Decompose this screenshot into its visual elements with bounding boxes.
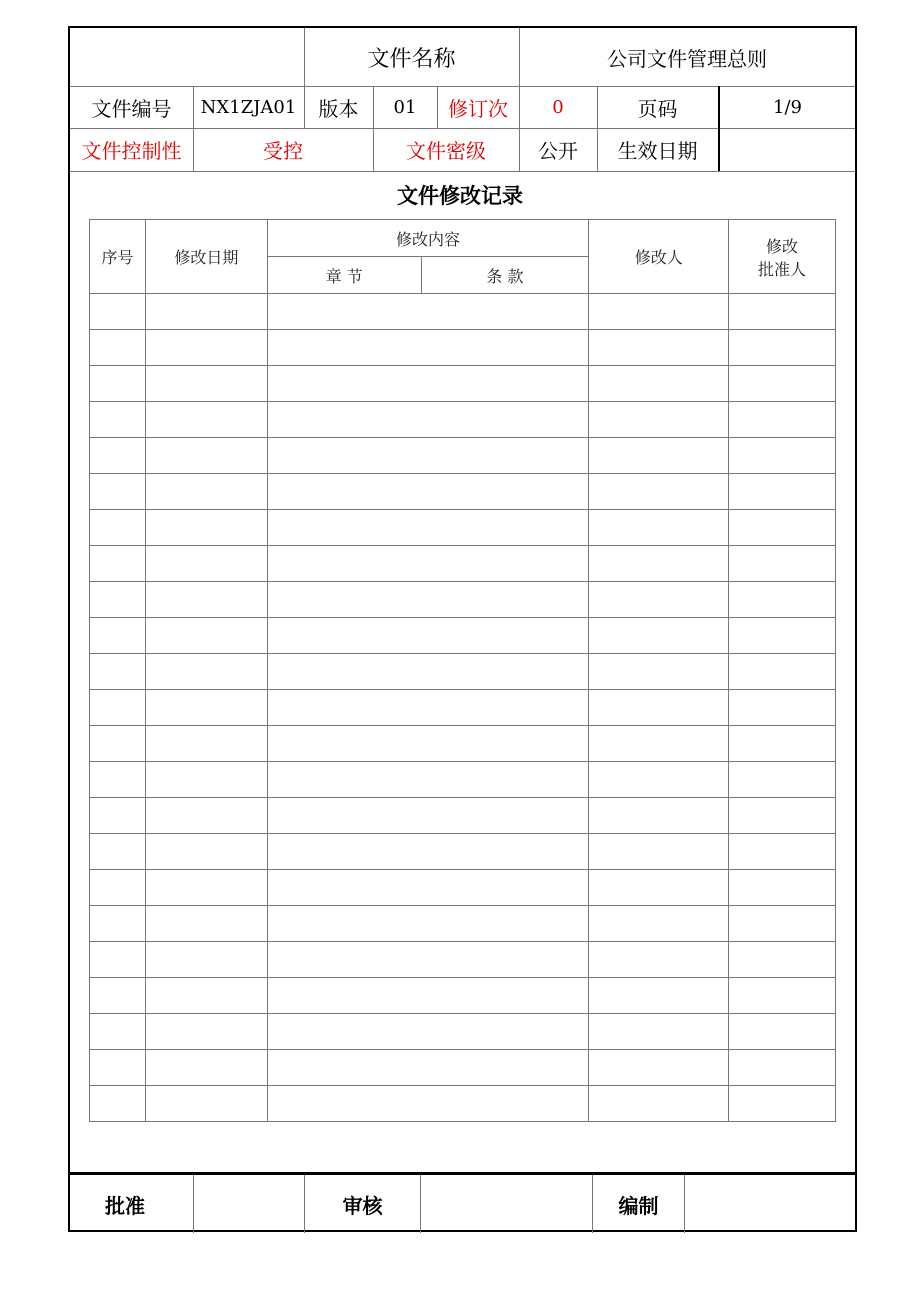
divider xyxy=(70,171,855,172)
cell-seq[interactable] xyxy=(90,1014,146,1050)
cell-chapter[interactable] xyxy=(267,798,589,834)
table-row xyxy=(90,978,836,1014)
table-row xyxy=(90,1050,836,1086)
version-label: 版本 xyxy=(318,96,359,121)
table-row xyxy=(90,546,836,582)
cell-seq[interactable] xyxy=(90,834,146,870)
table-row xyxy=(90,1086,836,1122)
cell-approver[interactable] xyxy=(729,654,836,690)
table-row xyxy=(90,654,836,690)
cell-chapter[interactable] xyxy=(267,654,589,690)
cell-modifier[interactable] xyxy=(589,510,729,546)
doc-no-value: NX1ZJA01 xyxy=(200,96,297,118)
doc-name-value: 公司文件管理总则 xyxy=(607,46,767,71)
cell-date[interactable] xyxy=(145,402,267,438)
cell-approver[interactable] xyxy=(729,1086,836,1122)
cell-seq[interactable] xyxy=(90,402,146,438)
cell-modifier[interactable] xyxy=(589,798,729,834)
cell-modifier[interactable] xyxy=(589,1086,729,1122)
table-row xyxy=(90,330,836,366)
cell-date[interactable] xyxy=(145,438,267,474)
cell-date[interactable] xyxy=(145,294,267,330)
cell-approver[interactable] xyxy=(729,1014,836,1050)
cell-seq[interactable] xyxy=(90,294,146,330)
cell-date[interactable] xyxy=(145,690,267,726)
cell-chapter[interactable] xyxy=(267,762,589,798)
cell-date[interactable] xyxy=(145,870,267,906)
cell-approver[interactable] xyxy=(729,546,836,582)
table-row xyxy=(90,438,836,474)
cell-approver[interactable] xyxy=(729,474,836,510)
table-row xyxy=(90,726,836,762)
cell-approver[interactable] xyxy=(729,798,836,834)
table-row xyxy=(90,762,836,798)
cell-modifier[interactable] xyxy=(589,1050,729,1086)
cell-seq[interactable] xyxy=(90,726,146,762)
cell-modifier[interactable] xyxy=(589,618,729,654)
table-row xyxy=(90,870,836,906)
effective-date-value[interactable] xyxy=(720,128,855,171)
cell-chapter[interactable] xyxy=(267,582,589,618)
cell-approver[interactable] xyxy=(729,726,836,762)
cell-seq[interactable] xyxy=(90,978,146,1014)
compile-label: 编制 xyxy=(618,1193,659,1218)
cell-chapter[interactable] xyxy=(267,726,589,762)
cell-seq[interactable] xyxy=(90,870,146,906)
table-row xyxy=(90,618,836,654)
cell-approver[interactable] xyxy=(729,438,836,474)
cell-chapter[interactable] xyxy=(267,906,589,942)
cell-chapter[interactable] xyxy=(267,1014,589,1050)
page-value: 1/9 xyxy=(773,96,802,118)
col-date: 修改日期 xyxy=(145,220,267,294)
table-row xyxy=(90,798,836,834)
cell-modifier[interactable] xyxy=(589,366,729,402)
table-row xyxy=(90,1014,836,1050)
cell-approver[interactable] xyxy=(729,870,836,906)
cell-date[interactable] xyxy=(145,654,267,690)
cell-approver[interactable] xyxy=(729,618,836,654)
table-row xyxy=(90,906,836,942)
col-approver-line2: 批准人 xyxy=(758,259,807,279)
cell-seq[interactable] xyxy=(90,798,146,834)
cell-modifier[interactable] xyxy=(589,906,729,942)
table-row xyxy=(90,582,836,618)
cell-date[interactable] xyxy=(145,1050,267,1086)
cell-chapter[interactable] xyxy=(267,834,589,870)
cell-modifier[interactable] xyxy=(589,762,729,798)
cell-chapter[interactable] xyxy=(267,1086,589,1122)
col-chapter: 章 节 xyxy=(267,257,421,294)
cell-modifier[interactable] xyxy=(589,294,729,330)
cell-date[interactable] xyxy=(145,978,267,1014)
approve-label: 批准 xyxy=(105,1193,145,1218)
doc-no-label: 文件编号 xyxy=(91,96,172,121)
cell-chapter[interactable] xyxy=(267,474,589,510)
cell-modifier[interactable] xyxy=(589,1014,729,1050)
cell-chapter[interactable] xyxy=(267,618,589,654)
secrecy-label: 文件密级 xyxy=(406,139,486,163)
cell-modifier[interactable] xyxy=(589,402,729,438)
cell-seq[interactable] xyxy=(90,438,146,474)
cell-date[interactable] xyxy=(145,798,267,834)
cell-modifier[interactable] xyxy=(589,942,729,978)
table-row xyxy=(90,294,836,330)
table-row xyxy=(90,366,836,402)
version-value: 01 xyxy=(393,96,417,118)
compile-field[interactable] xyxy=(685,1175,855,1233)
review-label: 审核 xyxy=(342,1193,383,1218)
review-field[interactable] xyxy=(421,1175,592,1233)
cell-date[interactable] xyxy=(145,906,267,942)
cell-date[interactable] xyxy=(145,330,267,366)
control-value: 受控 xyxy=(263,139,303,163)
cell-approver[interactable] xyxy=(729,942,836,978)
col-seq: 序号 xyxy=(90,220,146,294)
revision-label: 修订次 xyxy=(448,96,508,121)
record-title: 文件修改记录 xyxy=(397,184,523,208)
cell-date[interactable] xyxy=(145,474,267,510)
signature-footer xyxy=(70,1172,855,1233)
table-row xyxy=(90,942,836,978)
col-approver xyxy=(729,220,836,294)
control-label: 文件控制性 xyxy=(81,139,182,163)
cell-seq[interactable] xyxy=(90,762,146,798)
cell-date[interactable] xyxy=(145,618,267,654)
cell-chapter[interactable] xyxy=(267,510,589,546)
cell-approver[interactable] xyxy=(729,510,836,546)
cell-modifier[interactable] xyxy=(589,474,729,510)
cell-approver[interactable] xyxy=(729,330,836,366)
revision-record-table xyxy=(89,219,836,1122)
cell-approver[interactable] xyxy=(729,834,836,870)
cell-seq[interactable] xyxy=(90,1050,146,1086)
cell-chapter[interactable] xyxy=(267,366,589,402)
cell-seq[interactable] xyxy=(90,510,146,546)
col-content: 修改内容 xyxy=(267,220,589,257)
effective-date-label: 生效日期 xyxy=(617,139,698,163)
cell-chapter[interactable] xyxy=(267,294,589,330)
cell-chapter[interactable] xyxy=(267,402,589,438)
cell-seq[interactable] xyxy=(90,618,146,654)
cell-chapter[interactable] xyxy=(267,690,589,726)
cell-date[interactable] xyxy=(145,834,267,870)
cell-approver[interactable] xyxy=(729,978,836,1014)
cell-modifier[interactable] xyxy=(589,978,729,1014)
cell-modifier[interactable] xyxy=(589,834,729,870)
approve-field[interactable] xyxy=(194,1175,304,1233)
cell-approver[interactable] xyxy=(729,762,836,798)
cell-chapter[interactable] xyxy=(267,438,589,474)
cell-approver[interactable] xyxy=(729,366,836,402)
cell-modifier[interactable] xyxy=(589,870,729,906)
cell-modifier[interactable] xyxy=(589,582,729,618)
cell-seq[interactable] xyxy=(90,366,146,402)
cell-date[interactable] xyxy=(145,546,267,582)
col-clause: 条 款 xyxy=(421,257,589,294)
cell-seq[interactable] xyxy=(90,942,146,978)
table-row xyxy=(90,834,836,870)
cell-approver[interactable] xyxy=(729,690,836,726)
cell-modifier[interactable] xyxy=(589,330,729,366)
col-approver-line1: 修改 xyxy=(766,236,799,256)
cell-seq[interactable] xyxy=(90,474,146,510)
table-row xyxy=(90,402,836,438)
cell-date[interactable] xyxy=(145,510,267,546)
doc-name-label: 文件名称 xyxy=(367,46,456,72)
cell-modifier[interactable] xyxy=(589,438,729,474)
table-row xyxy=(90,690,836,726)
cell-approver[interactable] xyxy=(729,294,836,330)
cell-approver[interactable] xyxy=(729,582,836,618)
cell-date[interactable] xyxy=(145,1086,267,1122)
cell-date[interactable] xyxy=(145,582,267,618)
cell-chapter[interactable] xyxy=(267,330,589,366)
cell-seq[interactable] xyxy=(90,546,146,582)
cell-modifier[interactable] xyxy=(589,654,729,690)
cell-date[interactable] xyxy=(145,726,267,762)
cell-date[interactable] xyxy=(145,366,267,402)
cell-approver[interactable] xyxy=(729,1050,836,1086)
secrecy-value: 公开 xyxy=(538,139,578,163)
cell-approver[interactable] xyxy=(729,906,836,942)
cell-seq[interactable] xyxy=(90,582,146,618)
cell-date[interactable] xyxy=(145,942,267,978)
cell-chapter[interactable] xyxy=(267,870,589,906)
cell-seq[interactable] xyxy=(90,654,146,690)
cell-seq[interactable] xyxy=(90,906,146,942)
cell-seq[interactable] xyxy=(90,1086,146,1122)
cell-date[interactable] xyxy=(145,1014,267,1050)
cell-seq[interactable] xyxy=(90,330,146,366)
cell-chapter[interactable] xyxy=(267,1050,589,1086)
col-modifier: 修改人 xyxy=(589,220,729,294)
cell-chapter[interactable] xyxy=(267,546,589,582)
cell-approver[interactable] xyxy=(729,402,836,438)
revision-value: 0 xyxy=(552,96,564,118)
cell-chapter[interactable] xyxy=(267,978,589,1014)
cell-modifier[interactable] xyxy=(589,690,729,726)
cell-date[interactable] xyxy=(145,762,267,798)
cell-modifier[interactable] xyxy=(589,726,729,762)
table-row xyxy=(90,510,836,546)
cell-modifier[interactable] xyxy=(589,546,729,582)
page-label: 页码 xyxy=(637,96,678,121)
cell-chapter[interactable] xyxy=(267,942,589,978)
cell-seq[interactable] xyxy=(90,690,146,726)
table-row xyxy=(90,474,836,510)
